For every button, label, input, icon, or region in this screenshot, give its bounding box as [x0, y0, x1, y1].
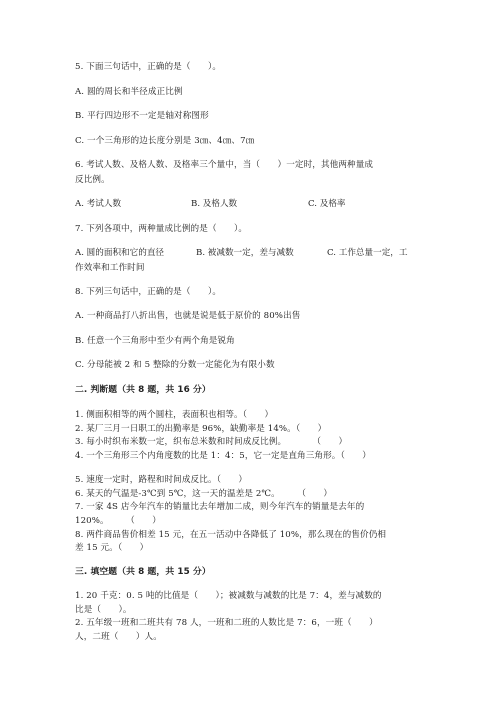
q5-option-b: B. 平行四边形不一定是轴对称图形 [75, 111, 209, 121]
q6-stem-line1: 6. 考试人数、及格人数、及格率三个量中，当（ ）一定时，其他两种量成 [75, 160, 374, 170]
fill-blank-item: 2. 五年级一班和二班共有 78 人，一班和二班的人数比是 7：6，一班（ ） [75, 618, 378, 628]
q5-option-c: C. 一个三角形的边长度分别是 3㎝、4㎝、7㎝ [75, 136, 255, 146]
q5-stem: 5. 下面三句话中，正确的是（ ）。 [75, 62, 222, 72]
judgement-item: 7. 一家 4S 店今年汽车的销量比去年增加二成，则今年汽车的销量是去年的 [75, 502, 365, 512]
q7-option-c-line2: 作效率和工作时间 [75, 263, 145, 273]
fill-blank-item: 1. 20 千克：0. 5 吨的比值是（ ）；被减数与减数的比是 7：4，差与减数的 [75, 591, 382, 601]
q8-option-c: C. 分母能被 2 和 5 整除的分数一定能化为有限小数 [75, 360, 275, 370]
section-title-fill-blank: 三. 填空题（共 8 题，共 15 分） [75, 567, 211, 577]
judgement-item: 8. 两件商品售价相差 15 元，在五一活动中各降低了 10%，那么现在的售价仍相 [75, 530, 387, 540]
q8-stem: 8. 下列三句话中，正确的是（ ）。 [75, 287, 222, 297]
fill-blank-item-continued: 比是（ ）。 [75, 605, 132, 615]
q7-option-a: A. 圆的面积和它的直径 [75, 248, 165, 258]
q7-option-c-line1: C. 工作总量一定，工 [327, 248, 408, 258]
q7-option-b: B. 被减数一定，差与减数 [196, 248, 294, 258]
judgement-item: 4. 一个三角形三个内角度数的比是 1：4：5，它一定是直角三角形。（ ） [75, 451, 371, 461]
q6-option-c: C. 及格率 [308, 199, 346, 209]
section-title-judgement: 二. 判断题（共 8 题，共 16 分） [75, 385, 211, 395]
q6-option-a: A. 考试人数 [75, 199, 122, 209]
judgement-item: 3. 每小时织布米数一定，织布总米数和时间成反比例。 （ ） [75, 437, 348, 447]
fill-blank-item-continued: 人，二班（ ）人。 [75, 632, 162, 642]
judgement-item: 2. 某厂三月一日职工的出勤率是 96%，缺勤率是 14%。（ ） [75, 424, 327, 434]
judgement-item: 1. 侧面积相等的两个圆柱，表面积也相等。（ ） [75, 410, 274, 420]
judgement-item: 5. 速度一定时，路程和时间成反比。（ ） [75, 475, 248, 485]
judgement-item-continued: 120%。 （ ） [75, 516, 161, 526]
q8-option-a: A. 一种商品打八折出售，也就是说是低于原价的 80%出售 [75, 311, 301, 321]
q7-stem: 7. 下列各项中，两种量成比例的是（ ）。 [75, 224, 248, 234]
q5-option-a: A. 圆的周长和半径成正比例 [75, 87, 183, 97]
judgement-item: 6. 某天的气温是-3℃到 5℃，这一天的温差是 2℃。 （ ） [75, 489, 333, 499]
judgement-item-continued: 差 15 元。（ ） [75, 543, 149, 553]
q6-option-b: B. 及格人数 [191, 199, 238, 209]
q8-option-b: B. 任意一个三角形中至少有两个角是锐角 [75, 336, 235, 346]
q6-stem-line2: 反比例。 [75, 175, 110, 185]
